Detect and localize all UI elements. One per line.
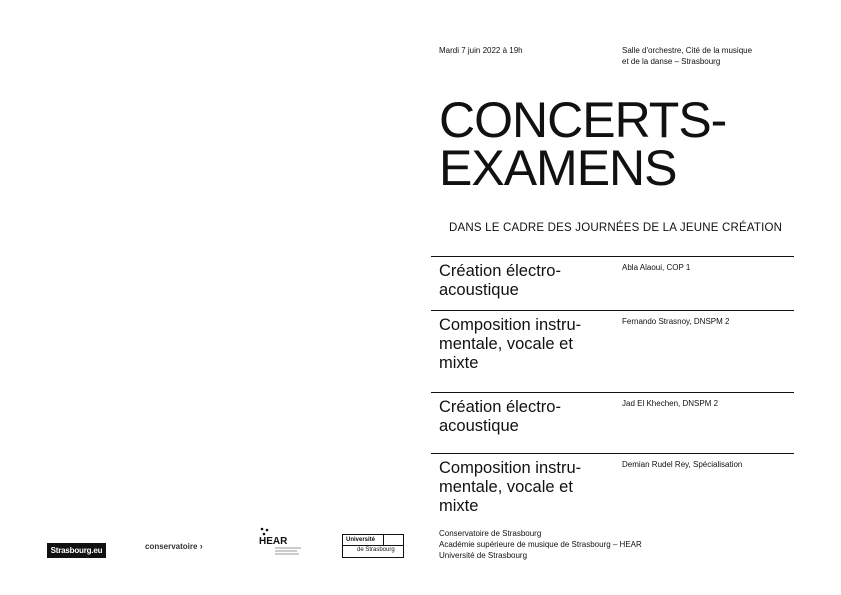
divider-1 xyxy=(431,256,794,257)
divider-2 xyxy=(431,310,794,311)
program-performer-3: Jad El Khechen, DNSPM 2 xyxy=(622,399,719,408)
universite-logo-divider xyxy=(343,545,403,546)
program-performer-2: Fernando Strasnoy, DNSPM 2 xyxy=(622,317,730,326)
venue-line-1: Salle d'orchestre, Cité de la musique xyxy=(622,46,753,55)
conservatoire-logo xyxy=(145,541,207,557)
conservatoire-logo-text: conservatoire xyxy=(145,542,198,551)
title-line-1: CONCERTS- xyxy=(439,92,727,148)
event-date: Mardi 7 juin 2022 à 19h xyxy=(439,46,523,55)
strasbourg-logo xyxy=(47,543,106,558)
footer-line-3: Université de Strasbourg xyxy=(439,551,528,560)
universite-logo-bars xyxy=(383,535,384,545)
program-title-1: Création électro- acoustique xyxy=(439,262,561,299)
footer-institutions xyxy=(439,528,642,561)
program-title-3: Création électro- acoustique xyxy=(439,398,561,435)
title-line-2: EXAMENS xyxy=(439,140,677,196)
program-title-4: Composition instru- mentale, vocale et mixte xyxy=(439,459,582,515)
hear-logo-text: HEAR xyxy=(259,536,288,547)
strasbourg-logo-text: Strasbourg.eu xyxy=(50,546,103,555)
universite-logo xyxy=(342,534,404,558)
subtitle: DANS LE CADRE DES JOURNÉES DE LA JEUNE CRÉATION xyxy=(449,222,783,234)
page-title xyxy=(439,92,839,196)
universite-logo-line2: de Strasbourg xyxy=(357,547,395,553)
footer-line-1: Conservatoire de Strasbourg xyxy=(439,529,542,538)
program-performer-4: Demian Rudel Rey, Spécialisation xyxy=(622,460,743,469)
program-title-2: Composition instru- mentale, vocale et mixte xyxy=(439,316,582,372)
footer-line-2: Académie supérieure de musique de Strasbourg – HEAR xyxy=(439,540,642,549)
venue-line-2: et de la danse – Strasbourg xyxy=(622,57,721,66)
program-performer-1: Abla Alaoui, COP 1 xyxy=(622,263,691,272)
divider-3 xyxy=(431,392,794,393)
hear-logo xyxy=(257,526,307,558)
event-venue xyxy=(622,45,752,67)
universite-logo-line1: Université xyxy=(346,537,376,543)
chevron-right-icon: › xyxy=(199,541,203,551)
divider-4 xyxy=(431,453,794,454)
